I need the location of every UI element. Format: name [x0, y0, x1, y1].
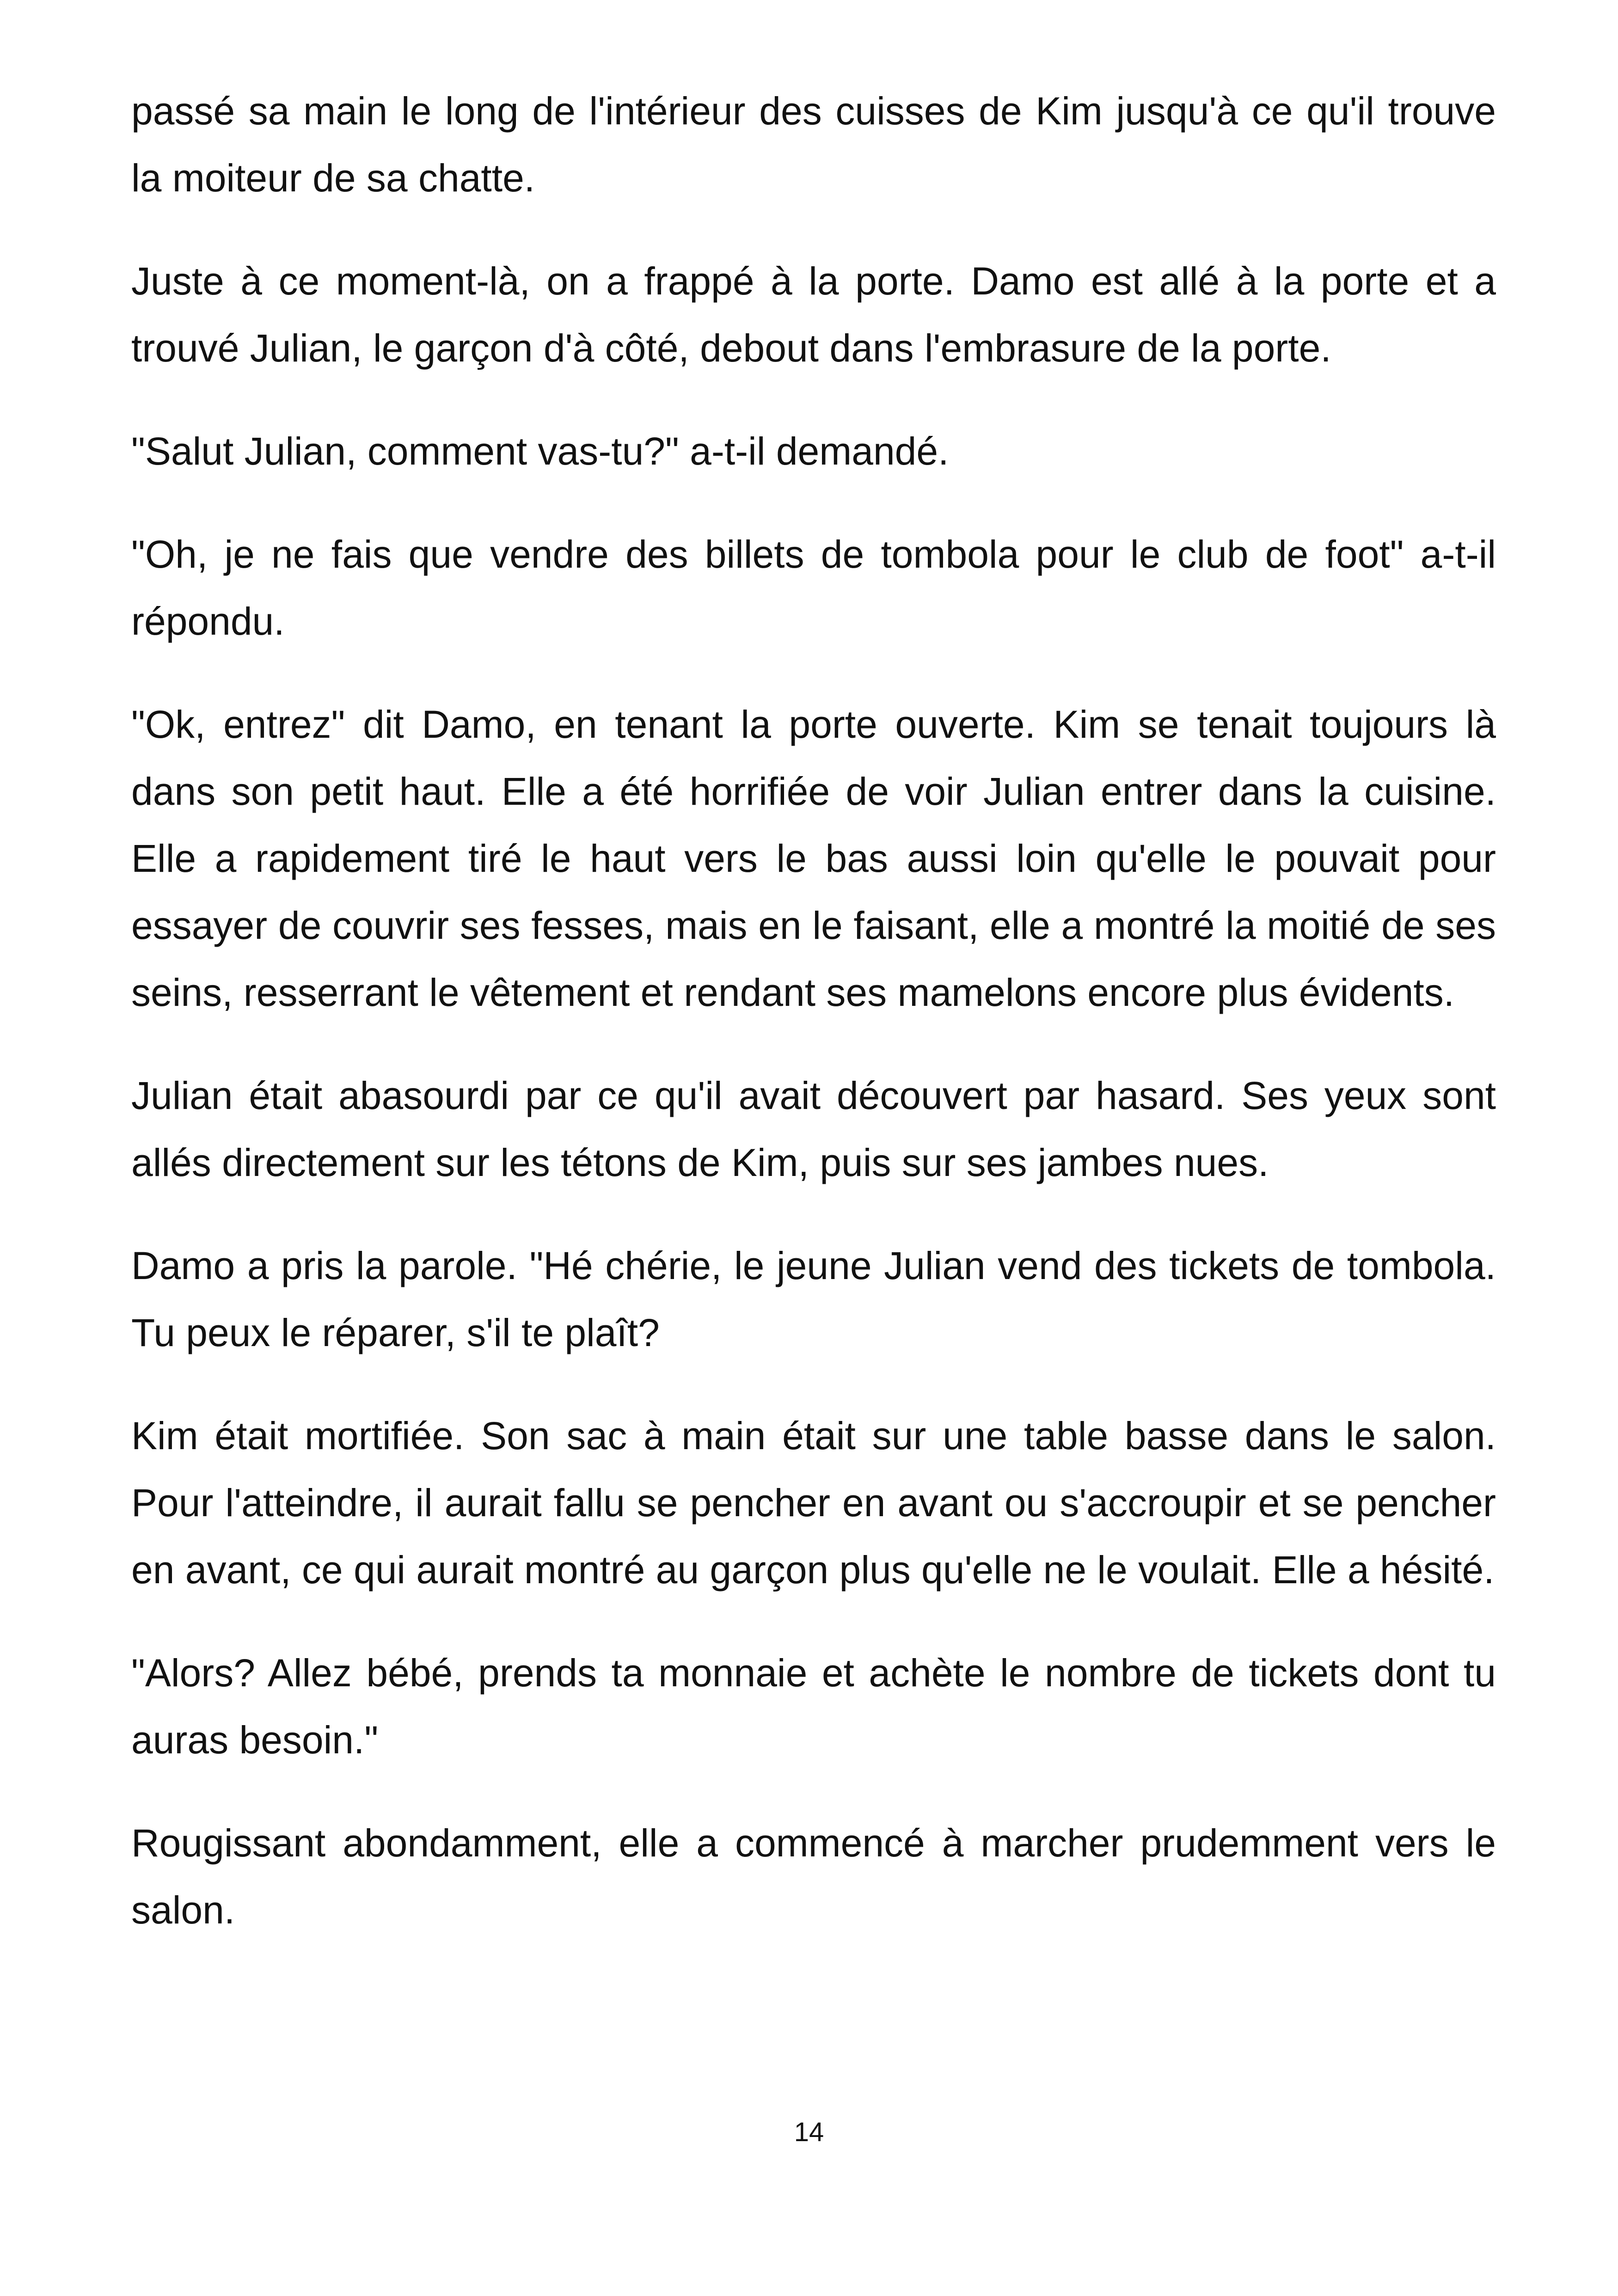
paragraph: Rougissant abondamment, elle a commencé à marcher prudemment vers le salon. [131, 1821, 1496, 1932]
paragraph: "Salut Julian, comment vas-tu?" a-t-il demandé. [131, 429, 949, 473]
page-number: 14 [794, 2117, 824, 2147]
paragraph: Kim était mortifiée. Son sac à main était sur une table basse dans le salon. Pour l'atteindre, il aurait fallu se pencher en avant ou s'accroupir et se pencher en avant, ce qui aurait montré au garçon plus qu'elle ne le voulait. Elle a hésité. [131, 1414, 1496, 1592]
paragraph: Damo a pris la parole. "Hé chérie, le jeune Julian vend des tickets de tombola. Tu peux le réparer, s'il te plaît? [131, 1244, 1496, 1354]
paragraph: "Alors? Allez bébé, prends ta monnaie et achète le nombre de tickets dont tu auras besoin." [131, 1651, 1496, 1762]
paragraph: "Ok, entrez" dit Damo, en tenant la porte ouverte. Kim se tenait toujours là dans son petit haut. Elle a été horrifiée de voir Julian entrer dans la cuisine. Elle a rapidement tiré le haut vers le bas aussi loin qu'elle le pouvait pour essayer de couvrir ses fesses, mais en le faisant, elle a montré la moitié de ses seins, resserrant le vêtement et rendant ses mamelons encore plus évidents. [131, 703, 1496, 1014]
body-text [131, 78, 1496, 1944]
paragraph: "Oh, je ne fais que vendre des billets de tombola pour le club de foot" a-t-il répondu. [131, 533, 1496, 643]
paragraph: Julian était abasourdi par ce qu'il avait découvert par hasard. Ses yeux sont allés directement sur les tétons de Kim, puis sur ses jambes nues. [131, 1074, 1496, 1184]
paragraph: passé sa main le long de l'intérieur des cuisses de Kim jusqu'à ce qu'il trouve la moiteur de sa chatte. [131, 89, 1496, 200]
paragraph: Juste à ce moment-là, on a frappé à la porte. Damo est allé à la porte et a trouvé Julian, le garçon d'à côté, debout dans l'embrasure de la porte. [131, 259, 1496, 370]
